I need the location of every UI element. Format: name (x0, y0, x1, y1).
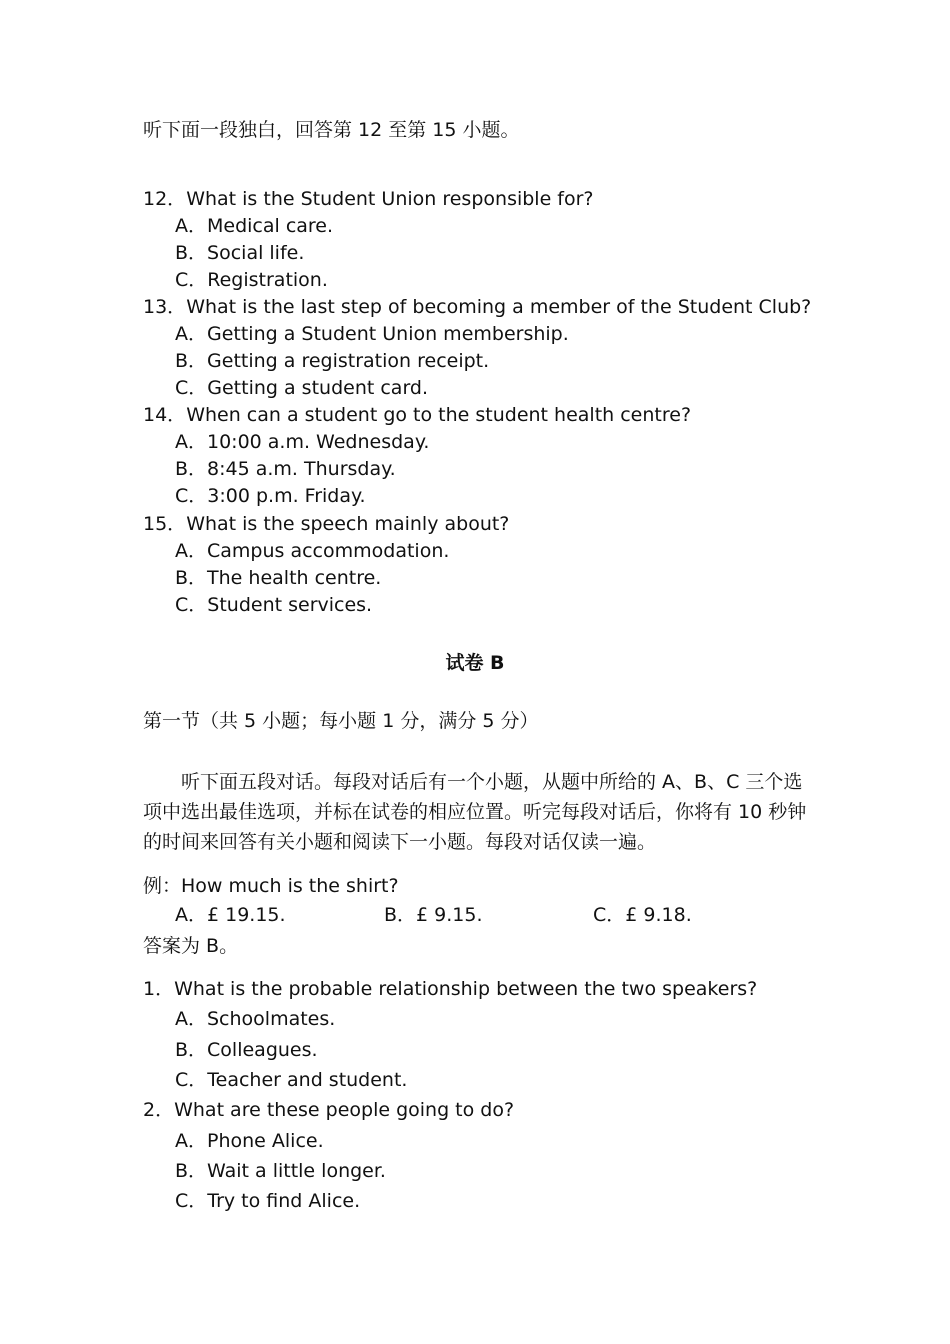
question-number: 1． (143, 978, 175, 1000)
option-12-b: B．Social life. (175, 242, 305, 264)
option-14-c: C．3:00 p.m. Friday. (175, 485, 366, 507)
option-14-b: B．8:45 a.m. Thursday. (175, 458, 396, 480)
question-text: What is the probable relationship between the two speakers? (174, 978, 758, 1000)
question-text: What is the speech mainly about? (186, 513, 510, 535)
option-15-c: C．Student services. (175, 594, 373, 616)
question-12 (143, 187, 594, 211)
question-2 (143, 1098, 514, 1122)
example-options (0, 903, 950, 929)
example-question: 例：How much is the shirt? (143, 875, 399, 897)
question-text: When can a student go to the student health centre? (186, 404, 692, 426)
question-text: What is the Student Union responsible for? (186, 188, 594, 210)
question-number: 12． (143, 188, 187, 210)
option-2-b: B．Wait a little longer. (175, 1160, 386, 1182)
question-number: 2． (143, 1099, 175, 1121)
option-13-b: B．Getting a registration receipt. (175, 350, 490, 372)
option-15-b: B．The health centre. (175, 567, 382, 589)
question-text: What are these people going to do? (174, 1099, 515, 1121)
option-2-c: C．Try to find Alice. (175, 1190, 361, 1212)
option-13-a: A．Getting a Student Union membership. (175, 323, 569, 345)
option-1-a: A．Schoolmates. (175, 1008, 336, 1030)
section-intro: 听下面一段独白，回答第 12 至第 15 小题。 (143, 119, 520, 141)
question-1 (143, 977, 757, 1001)
option-2-a: A．Phone Alice. (175, 1130, 324, 1152)
question-14 (143, 403, 691, 427)
question-number: 13． (143, 296, 187, 318)
example-option-b: B．£ 9.15. (384, 904, 483, 926)
question-number: 14． (143, 404, 187, 426)
example-answer: 答案为 B。 (143, 935, 239, 957)
option-12-a: A．Medical care. (175, 215, 334, 237)
question-15 (143, 512, 509, 536)
example-option-a: A．£ 19.15. (175, 904, 286, 926)
question-number: 15． (143, 513, 187, 535)
option-1-c: C．Teacher and student. (175, 1069, 408, 1091)
section-header: 第一节（共 5 小题；每小题 1 分，满分 5 分） (143, 710, 539, 732)
option-14-a: A．10:00 a.m. Wednesday. (175, 431, 430, 453)
instructions-paragraph: 听下面五段对话。每段对话后有一个小题，从题中所给的 A、B、C 三个选项中选出最佳选项，并标在试卷的相应位置。听完每段对话后，你将有 10 秒钟的时间来回答有关小题和阅读下一小题。每段对话仅读一遍。 (143, 771, 807, 853)
paper-b-title: 试卷 B (445, 652, 505, 674)
example-option-c: C．£ 9.18. (593, 904, 692, 926)
question-text: What is the last step of becoming a member of the Student Club? (186, 296, 812, 318)
option-15-a: A．Campus accommodation. (175, 540, 450, 562)
option-1-b: B．Colleagues. (175, 1039, 318, 1061)
question-13 (143, 295, 811, 319)
option-12-c: C．Registration. (175, 269, 328, 291)
option-13-c: C．Getting a student card. (175, 377, 429, 399)
